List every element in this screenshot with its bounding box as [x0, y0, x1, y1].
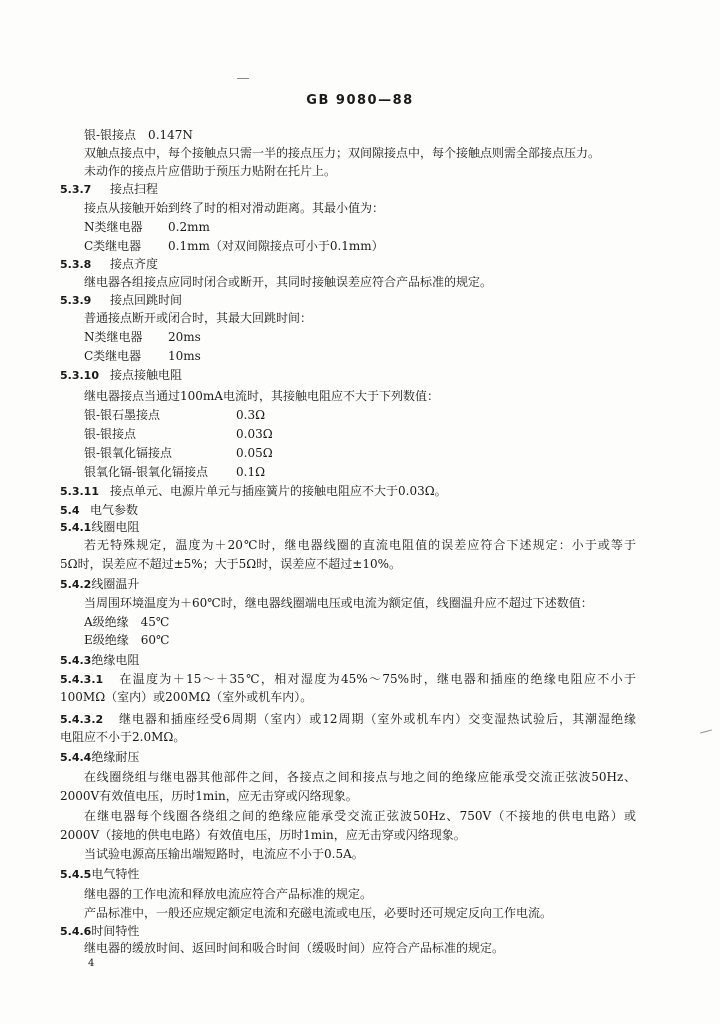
- section-title: 绝缘耐压: [91, 750, 140, 764]
- page-number: 4: [88, 958, 95, 969]
- spec-row: [84, 329, 201, 345]
- spec-value: 10ms: [168, 349, 201, 363]
- section-title: 电气特性: [91, 867, 140, 881]
- section-number: 5.4.3.2: [60, 713, 104, 726]
- spec-row: [84, 426, 273, 442]
- section-title: 接点接触电阻: [110, 368, 183, 382]
- section-number: 5.4.2: [60, 578, 92, 591]
- text-line: 2000V有效值电压，历时1min，应无击穿或闪络现象。: [60, 789, 358, 803]
- section-title: 绝缘电阻: [91, 653, 140, 667]
- spec-name: 银氧化镉-银氧化镉接点: [84, 465, 209, 479]
- section-number: 5.3.10: [60, 369, 99, 382]
- section-number: 5.4.1: [60, 521, 92, 534]
- section-heading: [60, 923, 139, 940]
- section-heading: [60, 367, 182, 384]
- section-title: 线圈温升: [91, 577, 140, 591]
- spec-value: 0.1mm（对双间隙接点可小于0.1mm）: [168, 239, 384, 253]
- section-number: 5.3.11: [60, 485, 99, 498]
- section-heading: [60, 256, 158, 273]
- section-text: 接点单元、电源片单元与插座簧片的接触电阻应不大于0.03Ω。: [110, 484, 447, 498]
- spec-value: 0.03Ω: [236, 427, 273, 441]
- text-line: 2000V（接地的供电电路）有效值电压，历时1min，应无击穿或闪络现象。: [60, 828, 466, 842]
- text-line: 继电器各组接点应同时闭合或断开，其同时接触误差应符合产品标准的规定。: [84, 275, 493, 289]
- text-line: 在继电器每个线圈各绕组之间的绝缘应能承受交流正弦波50Hz、750V（不接地的供电电路）或: [84, 809, 636, 823]
- text-line: 继电器接点当通过100mA电流时，其接触电阻应不大于下列数值：: [84, 389, 439, 403]
- section-number: 5.3.7: [60, 183, 92, 196]
- section-title: 时间特性: [91, 924, 140, 938]
- section-heading: [60, 502, 138, 519]
- spec-value: 0.1Ω: [236, 465, 266, 479]
- text-line: E级绝缘 60℃: [84, 633, 170, 647]
- section-heading: [60, 483, 447, 500]
- page-header: GB 9080—88: [306, 93, 414, 108]
- paragraph-text: 继电器和插座经受6周期（室内）或12周期（室外或机车内）交变湿热试验后，其潮湿绝缘: [118, 712, 636, 726]
- section-heading: [60, 749, 139, 766]
- spec-name: C类继电器: [84, 349, 142, 363]
- spec-name: 银-银氧化镉接点: [84, 446, 173, 460]
- section-number: 5.3.8: [60, 258, 92, 271]
- section-heading: [60, 292, 182, 309]
- text-line: 双触点接点中，每个接触点只需一半的接点压力；双间隙接点中，每个接触点则需全部接点压力。: [84, 146, 601, 160]
- text-line: 电阻应不小于2.0MΩ。: [60, 730, 186, 744]
- section-title: 接点扫程: [110, 182, 159, 196]
- scan-mark: [237, 78, 249, 79]
- text-line: 当试验电源高压输出端短路时，电流应不小于0.5A。: [84, 847, 364, 861]
- text-line: 若无特殊规定，温度为＋20℃时，继电器线圈的直流电阻值的误差应符合下述规定：小于或等于: [84, 538, 636, 552]
- spec-value: 0.05Ω: [236, 446, 273, 460]
- text-line: 100MΩ（室内）或200MΩ（室外或机车内）。: [60, 690, 313, 704]
- text-line: 产品标准中，一般还应规定额定电流和充磁电流或电压，必要时还可规定反向工作电流。: [84, 906, 553, 920]
- text-line: 未动作的接点片应借助于预压力贴附在托片上。: [84, 164, 337, 178]
- spec-name: 银-银接点: [84, 427, 137, 441]
- section-heading: [60, 181, 158, 198]
- spec-value: 0.2mm: [168, 220, 210, 234]
- spec-name: C类继电器: [84, 239, 142, 253]
- section-number: 5.4.5: [60, 868, 92, 881]
- section-title: 线圈电阻: [91, 520, 140, 534]
- spec-row: [84, 407, 265, 423]
- numbered-paragraph: [60, 711, 636, 728]
- scan-mark: [700, 729, 712, 733]
- section-heading: [60, 652, 139, 669]
- section-title: 接点回跳时间: [110, 293, 183, 307]
- section-number: 5.4: [60, 504, 80, 517]
- section-number: 5.4.6: [60, 925, 92, 938]
- spec-row: [84, 348, 201, 364]
- text-line: 5Ω时，误差应不超过±5%；大于5Ω时，误差应不超过±10%。: [60, 557, 401, 571]
- section-heading: [60, 576, 139, 593]
- paragraph-text: 在温度为＋15～＋35℃，相对湿度为45%～75%时，继电器和插座的绝缘电阻应不小于: [118, 672, 636, 686]
- section-title: 电气参数: [90, 503, 139, 517]
- spec-name: N类继电器: [84, 330, 143, 344]
- section-number: 5.3.9: [60, 294, 92, 307]
- spec-value: 0.3Ω: [236, 408, 266, 422]
- spec-row: [84, 219, 210, 235]
- section-title: 接点齐度: [110, 257, 159, 271]
- text-line: 继电器的工作电流和释放电流应符合产品标准的规定。: [84, 887, 373, 901]
- spec-row: [84, 238, 384, 254]
- text-line: A级绝缘 45℃: [84, 615, 170, 629]
- section-heading: [60, 519, 139, 536]
- numbered-paragraph: [60, 671, 636, 688]
- text-line: 银-银接点 0.147N: [84, 128, 193, 142]
- text-line: 在线圈绕组与继电器其他部件之间，各接点之间和接点与地之间的绝缘应能承受交流正弦波50Hz、: [84, 770, 636, 784]
- spec-value: 20ms: [168, 330, 201, 344]
- spec-row: [84, 445, 273, 461]
- section-number: 5.4.3.1: [60, 673, 104, 686]
- text-line: 当周围环境温度为＋60℃时，继电器线圈端电压或电流为额定值，线圈温升应不超过下述数值：: [84, 596, 593, 610]
- text-line: 接点从接触开始到终了时的相对滑动距离。其最小值为：: [84, 201, 385, 215]
- section-number: 5.4.3: [60, 654, 92, 667]
- text-line: 普通接点断开或闭合时，其最大回跳时间：: [84, 311, 313, 325]
- spec-name: 银-银石墨接点: [84, 408, 161, 422]
- text-line: 继电器的缓放时间、返回时间和吸合时间（缓吸时间）应符合产品标准的规定。: [84, 941, 505, 955]
- section-number: 5.4.4: [60, 751, 92, 764]
- spec-name: N类继电器: [84, 220, 143, 234]
- spec-row: [84, 464, 265, 480]
- section-heading: [60, 866, 139, 883]
